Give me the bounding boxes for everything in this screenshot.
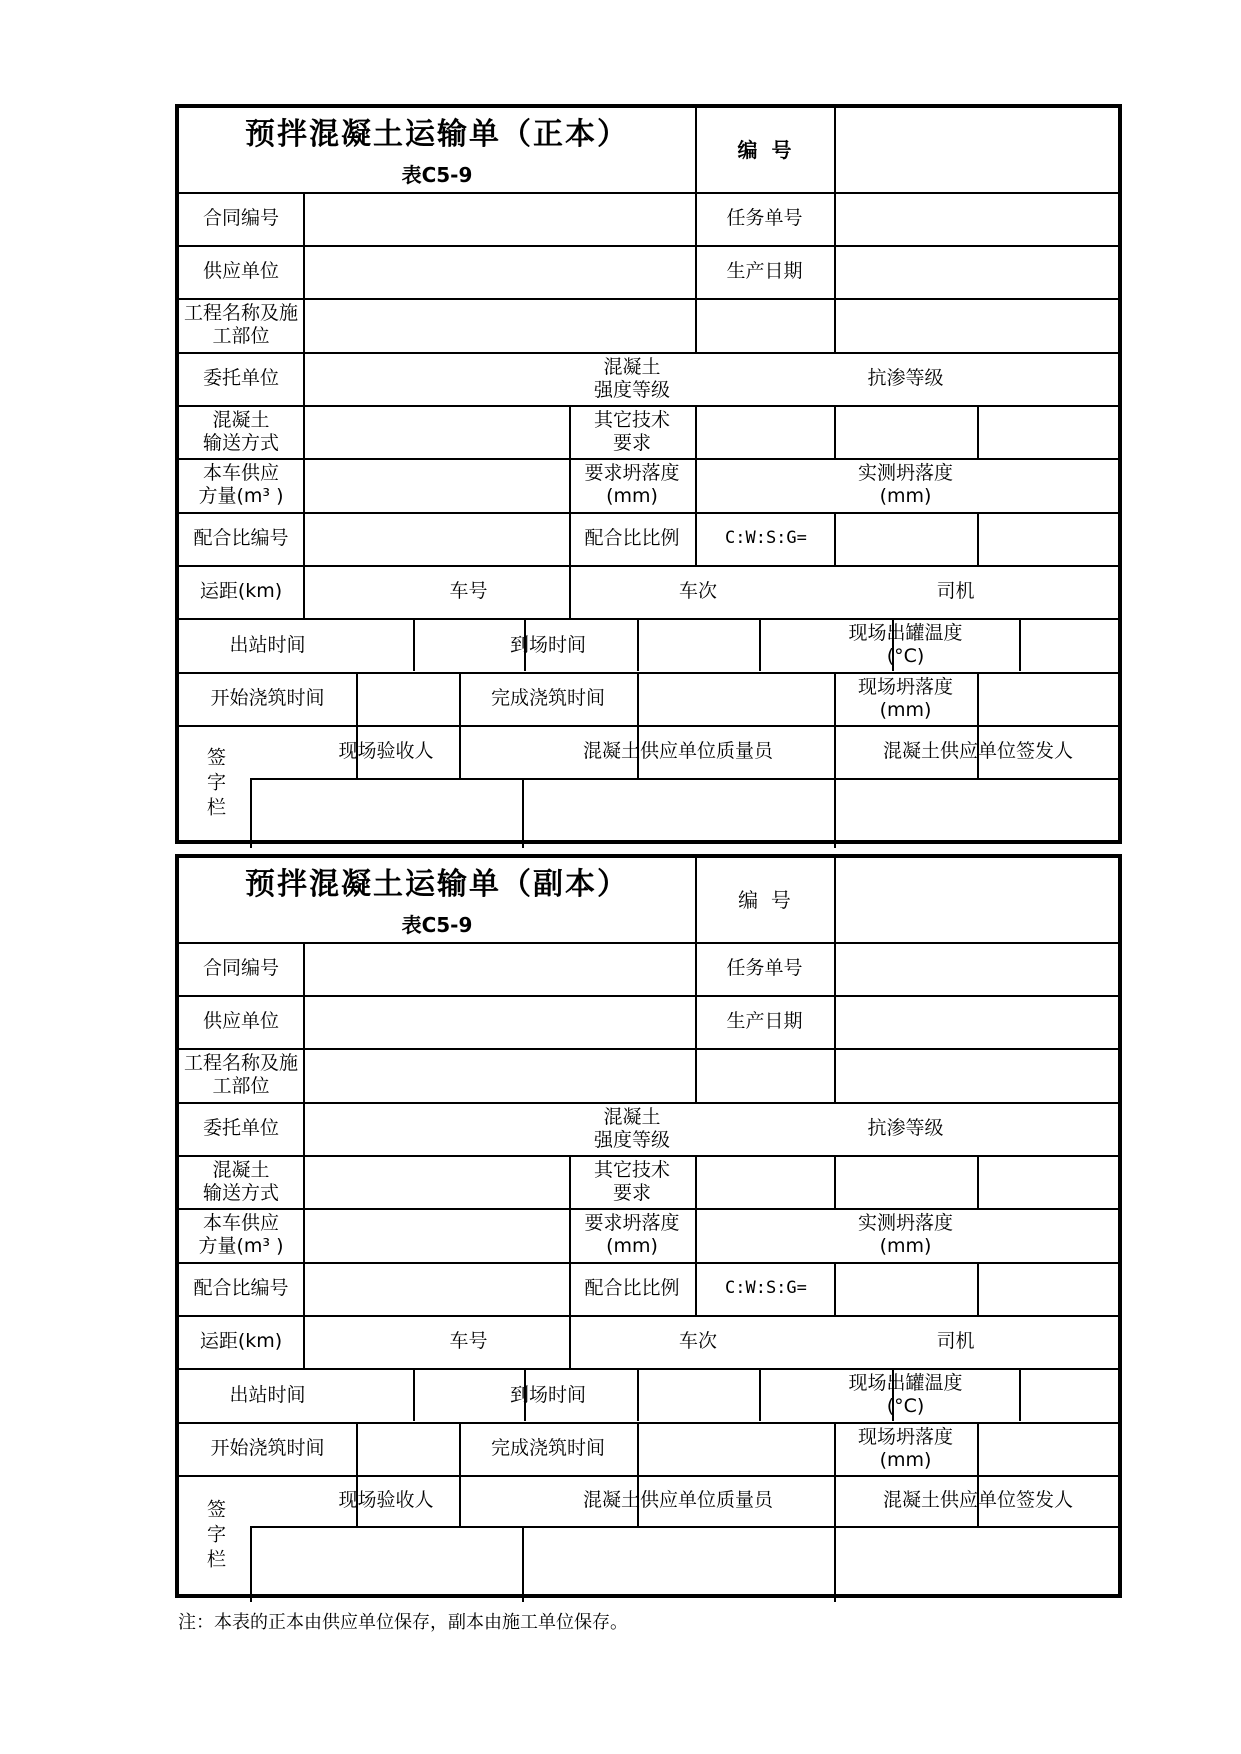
strength-field[interactable]: [695, 352, 834, 405]
site-inspector-signature[interactable]: [250, 778, 522, 844]
supplier-signer-label: 混凝土供应单位签发人: [882, 740, 1073, 762]
client-label: 委托单位: [202, 367, 279, 389]
mix-no-label: 配合比编号: [193, 527, 289, 549]
distance-label: 运距(km): [199, 1330, 283, 1352]
driver-label: 司机: [936, 1330, 975, 1352]
volume-field[interactable]: [303, 1208, 569, 1262]
arrival-label: 到场时间: [509, 1383, 586, 1406]
measured-slump-field[interactable]: [977, 1208, 1122, 1262]
required-slump-label: 要求坍落度 (mm): [584, 462, 680, 507]
impermeability-label: 抗渗等级: [867, 1117, 944, 1139]
transport-form-original: [175, 104, 1122, 844]
contract-no-field[interactable]: [303, 942, 695, 995]
volume-field[interactable]: [303, 458, 569, 512]
distance-field[interactable]: [303, 565, 413, 618]
truck-no-field[interactable]: [524, 1315, 637, 1368]
truck-no-label: 车号: [449, 580, 488, 602]
supplier-qc-label: 混凝土供应单位质量员: [582, 1489, 773, 1511]
other-tech-field[interactable]: [695, 405, 1122, 458]
number-field[interactable]: [834, 108, 1122, 192]
pour-end-label: 完成浇筑时间: [490, 687, 605, 709]
supplier-qc-signature[interactable]: [522, 778, 834, 844]
impermeability-field[interactable]: [977, 1102, 1122, 1155]
pour-end-field[interactable]: [637, 672, 834, 725]
required-slump-field[interactable]: [695, 1208, 834, 1262]
project-label: 工程名称及施 工部位: [183, 302, 298, 347]
truck-no-label: 车号: [449, 1330, 488, 1352]
site-slump-label: 现场坍落度 (mm): [857, 675, 953, 721]
delivery-method-field[interactable]: [303, 405, 569, 458]
number-label: 编 号: [738, 887, 791, 912]
measured-slump-field[interactable]: [977, 458, 1122, 512]
mix-no-field[interactable]: [303, 1262, 569, 1315]
driver-field[interactable]: [1019, 565, 1122, 618]
trip-field[interactable]: [759, 565, 892, 618]
volume-label: 本车供应 方量(m³ ): [198, 462, 284, 507]
client-field[interactable]: [303, 352, 569, 405]
supplier-qc-signature[interactable]: [522, 1526, 834, 1598]
client-field[interactable]: [303, 1102, 569, 1155]
task-no-label: 任务单号: [726, 207, 803, 229]
supplier-signer-signature[interactable]: [834, 778, 1122, 844]
client-label: 委托单位: [202, 1117, 279, 1139]
arrival-field[interactable]: [637, 618, 834, 672]
other-tech-label: 其它技术 要求: [593, 408, 670, 454]
departure-label: 出站时间: [229, 1383, 306, 1406]
pour-end-label: 完成浇筑时间: [490, 1437, 605, 1459]
mix-ratio-label: 配合比比例: [584, 527, 680, 549]
volume-label: 本车供应 方量(m³ ): [198, 1212, 284, 1257]
driver-label: 司机: [936, 580, 975, 602]
form-title: 预拌混凝土运输单（副本）: [245, 866, 629, 902]
distance-label: 运距(km): [199, 580, 283, 602]
mix-ratio-value: C:W:S:G=: [725, 1278, 807, 1298]
contract-no-label: 合同编号: [202, 207, 279, 229]
trip-label: 车次: [678, 580, 717, 602]
site-slump-field[interactable]: [977, 672, 1122, 725]
delivery-method-label: 混凝土 输送方式: [202, 1158, 279, 1204]
required-slump-field[interactable]: [695, 458, 834, 512]
project-field[interactable]: [303, 1048, 1122, 1102]
mix-no-field[interactable]: [303, 512, 569, 565]
supplier-field[interactable]: [303, 995, 695, 1048]
pour-start-label: 开始浇筑时间: [210, 687, 325, 709]
departure-field[interactable]: [356, 618, 459, 672]
form-code: 表C5-9: [401, 912, 473, 937]
mix-no-label: 配合比编号: [193, 1277, 289, 1299]
site-inspector-label: 现场验收人: [338, 1489, 434, 1511]
departure-label: 出站时间: [229, 633, 306, 656]
task-no-field[interactable]: [834, 192, 1122, 245]
departure-field[interactable]: [356, 1368, 459, 1422]
mix-ratio-field[interactable]: [695, 512, 1122, 565]
impermeability-field[interactable]: [977, 352, 1122, 405]
supplier-field[interactable]: [303, 245, 695, 298]
discharge-temp-label: 现场出罐温度 (°C): [848, 1372, 963, 1417]
distance-field[interactable]: [303, 1315, 413, 1368]
arrival-field[interactable]: [637, 1368, 834, 1422]
impermeability-label: 抗渗等级: [867, 367, 944, 389]
pour-end-field[interactable]: [637, 1422, 834, 1475]
supplier-qc-label: 混凝土供应单位质量员: [582, 740, 773, 762]
trip-field[interactable]: [759, 1315, 892, 1368]
supplier-signer-signature[interactable]: [834, 1526, 1122, 1598]
strength-label: 混凝土 强度等级: [593, 355, 670, 401]
project-label: 工程名称及施 工部位: [183, 1052, 298, 1097]
signature-section-label: 签字栏: [204, 747, 226, 822]
discharge-temp-field[interactable]: [977, 1368, 1122, 1422]
driver-field[interactable]: [1019, 1315, 1122, 1368]
contract-no-label: 合同编号: [202, 957, 279, 979]
signature-section-label: 签字栏: [204, 1499, 226, 1574]
contract-no-field[interactable]: [303, 192, 695, 245]
pour-start-field[interactable]: [356, 672, 459, 725]
number-field[interactable]: [834, 858, 1122, 942]
number-label: 编 号: [737, 137, 792, 162]
mix-ratio-value: C:W:S:G=: [725, 528, 807, 548]
strength-field[interactable]: [695, 1102, 834, 1155]
production-date-label: 生产日期: [726, 260, 803, 282]
task-no-field[interactable]: [834, 942, 1122, 995]
mix-ratio-field[interactable]: [695, 1262, 1122, 1315]
production-date-field[interactable]: [834, 995, 1122, 1048]
discharge-temp-field[interactable]: [977, 618, 1122, 672]
arrival-label: 到场时间: [509, 633, 586, 656]
discharge-temp-label: 现场出罐温度 (°C): [848, 622, 963, 667]
site-inspector-label: 现场验收人: [338, 740, 434, 762]
site-slump-label: 现场坍落度 (mm): [857, 1425, 953, 1471]
project-field[interactable]: [303, 298, 1122, 352]
supplier-signer-label: 混凝土供应单位签发人: [882, 1489, 1073, 1511]
form-title: 预拌混凝土运输单（正本）: [245, 116, 629, 152]
production-date-field[interactable]: [834, 245, 1122, 298]
footnote: 注：本表的正本由供应单位保存，副本由施工单位保存。: [178, 1612, 628, 1633]
other-tech-field[interactable]: [695, 1155, 1122, 1208]
mix-ratio-label: 配合比比例: [584, 1277, 680, 1299]
strength-label: 混凝土 强度等级: [593, 1105, 670, 1151]
trip-label: 车次: [678, 1330, 717, 1352]
delivery-method-field[interactable]: [303, 1155, 569, 1208]
site-inspector-signature[interactable]: [250, 1526, 522, 1598]
transport-form-copy: [175, 854, 1122, 1598]
measured-slump-label: 实测坍落度 (mm): [857, 462, 953, 507]
task-no-label: 任务单号: [726, 957, 803, 979]
production-date-label: 生产日期: [726, 1010, 803, 1032]
supplier-label: 供应单位: [202, 260, 279, 282]
site-slump-field[interactable]: [977, 1422, 1122, 1475]
form-code: 表C5-9: [401, 162, 473, 187]
measured-slump-label: 实测坍落度 (mm): [857, 1212, 953, 1257]
pour-start-label: 开始浇筑时间: [210, 1437, 325, 1459]
delivery-method-label: 混凝土 输送方式: [202, 408, 279, 454]
truck-no-field[interactable]: [524, 565, 637, 618]
required-slump-label: 要求坍落度 (mm): [584, 1212, 680, 1257]
supplier-label: 供应单位: [202, 1010, 279, 1032]
other-tech-label: 其它技术 要求: [593, 1158, 670, 1204]
pour-start-field[interactable]: [356, 1422, 459, 1475]
